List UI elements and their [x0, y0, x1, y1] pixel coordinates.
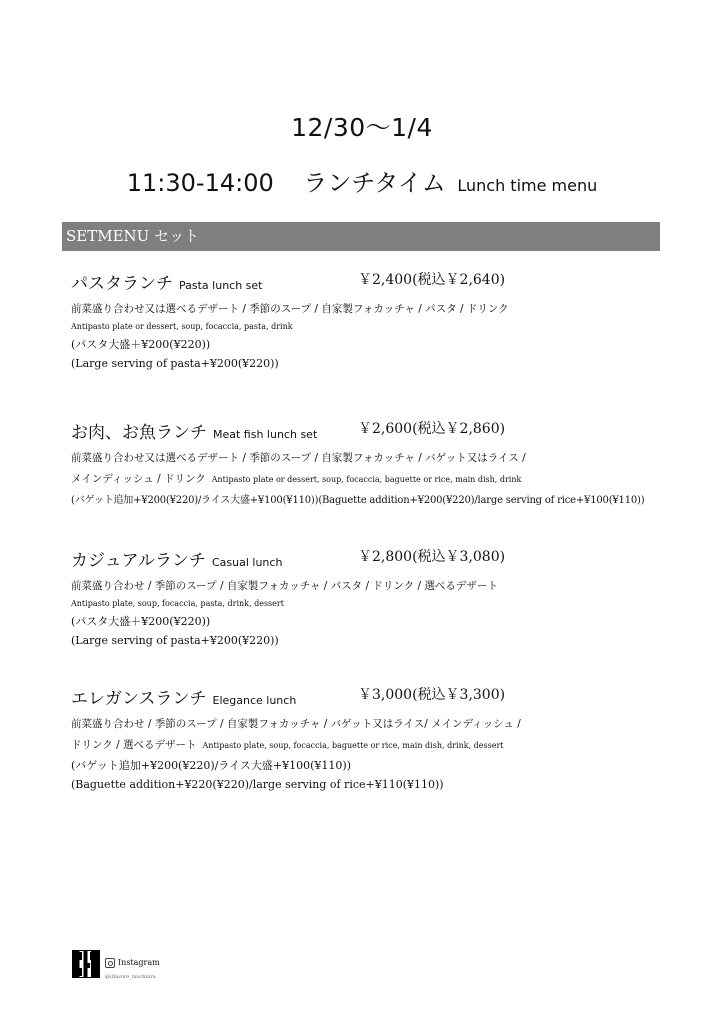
menu-item-price: ￥3,000(税込￥3,300) [358, 687, 506, 703]
menu-item-contents-en: Antipasto plate, soup, focaccia, pasta, drink, dessert [71, 599, 284, 608]
menu-item-name-en: Elegance lunch [212, 694, 297, 707]
menu-item-name-jp: カジュアルランチ [71, 551, 206, 571]
menu-item-option-combined: (バゲット追加+¥200(¥220)/ライス大盛+¥100(¥110))(Baguette addition+¥200(¥220)/large serving of rice+¥100(¥110)) [71, 495, 645, 506]
menu-item-price: ￥2,400(税込￥2,640) [358, 272, 506, 288]
menu-item-contents-jp-2 [71, 737, 671, 752]
menu-item-contents-en: Antipasto plate or dessert, soup, focaccia, baguette or rice, main dish, drink [211, 475, 522, 484]
menu-item-contents-jp: 前菜盛り合わせ又は選べるデザート / 季節のスープ / 自家製フォカッチャ / パスタ / ドリンク [71, 303, 509, 315]
instagram-icon [105, 958, 115, 968]
menu-item-name-en: Pasta lunch set [179, 279, 263, 292]
menu-item-option-jp: (バゲット追加+¥200(¥220)/ライス大盛+¥100(¥110)) [71, 759, 351, 772]
menu-item-name-jp: お肉、お魚ランチ [71, 423, 207, 443]
date-range: 12/30～1/4 [291, 113, 433, 142]
menu-item-title-row [71, 269, 671, 295]
menu-item-name [71, 269, 263, 294]
menu-item-meat-fish-lunch [71, 418, 671, 506]
menu-item-name-en: Casual lunch [211, 556, 283, 569]
qr-code-icon[interactable] [72, 950, 100, 978]
menu-item-option-en: (Baguette addition+¥220(¥220)/large serving of rice+¥110(¥110)) [71, 778, 444, 791]
menu-item-option-en: (Large serving of pasta+¥200(¥220)) [71, 634, 279, 647]
menu-item-option-en: (Large serving of pasta+¥200(¥220)) [71, 357, 279, 370]
lunch-hours-heading [0, 163, 724, 198]
menu-item-casual-lunch [71, 546, 671, 647]
menu-item-name [71, 684, 296, 709]
menu-item-contents-jp-1: 前菜盛り合わせ又は選べるデザート / 季節のスープ / 自家製フォカッチャ / バゲット又はライス / [71, 452, 526, 464]
instagram-label: Instagram [118, 958, 160, 967]
lunch-time-jp: ランチタイム [303, 169, 446, 197]
menu-item-title-row [71, 546, 671, 572]
menu-item-title-row [71, 418, 671, 444]
lunch-time-en: Lunch time menu [457, 176, 598, 195]
instagram-link[interactable] [105, 952, 160, 980]
menu-item-contents-jp-2 [71, 471, 671, 486]
menu-item-option-jp: (パスタ大盛＋¥200(¥220)) [71, 338, 211, 351]
menu-item-price: ￥2,600(税込￥2,860) [358, 421, 506, 437]
instagram-handle: @ilfavore_tsuchiura [105, 974, 156, 980]
menu-item-option-jp: (パスタ大盛＋¥200(¥220)) [71, 615, 211, 628]
menu-item-contents-jp-2-text: メインディッシュ / ドリンク [71, 473, 206, 485]
menu-item-title-row [71, 684, 671, 710]
menu-item-contents-en: Antipasto plate or dessert, soup, focaccia, pasta, drink [71, 322, 293, 331]
menu-item-name-en: Meat fish lunch set [213, 428, 318, 441]
menu-item-name [71, 418, 317, 443]
menu-item-pasta-lunch [71, 269, 671, 370]
setmenu-banner: SETMENU セット [62, 222, 660, 251]
lunch-hours: 11:30-14:00 [126, 169, 274, 197]
menu-item-contents-en: Antipasto plate, soup, focaccia, baguette or rice, main dish, drink, dessert [202, 741, 504, 750]
menu-item-name-jp: パスタランチ [71, 274, 173, 294]
menu-item-contents-jp-1: 前菜盛り合わせ / 季節のスープ / 自家製フォカッチャ / バゲット又はライス/ メインディッシュ / [71, 718, 521, 730]
menu-item-name-jp: エレガンスランチ [71, 689, 207, 709]
menu-item-contents-jp: 前菜盛り合わせ / 季節のスープ / 自家製フォカッチャ / パスタ / ドリンク / 選べるデザート [71, 580, 498, 592]
menu-item-contents-jp-2-text: ドリンク / 選べるデザート [71, 739, 197, 751]
menu-item-elegance-lunch [71, 684, 671, 791]
menu-item-price: ￥2,800(税込￥3,080) [358, 549, 506, 565]
menu-item-name [71, 546, 282, 571]
